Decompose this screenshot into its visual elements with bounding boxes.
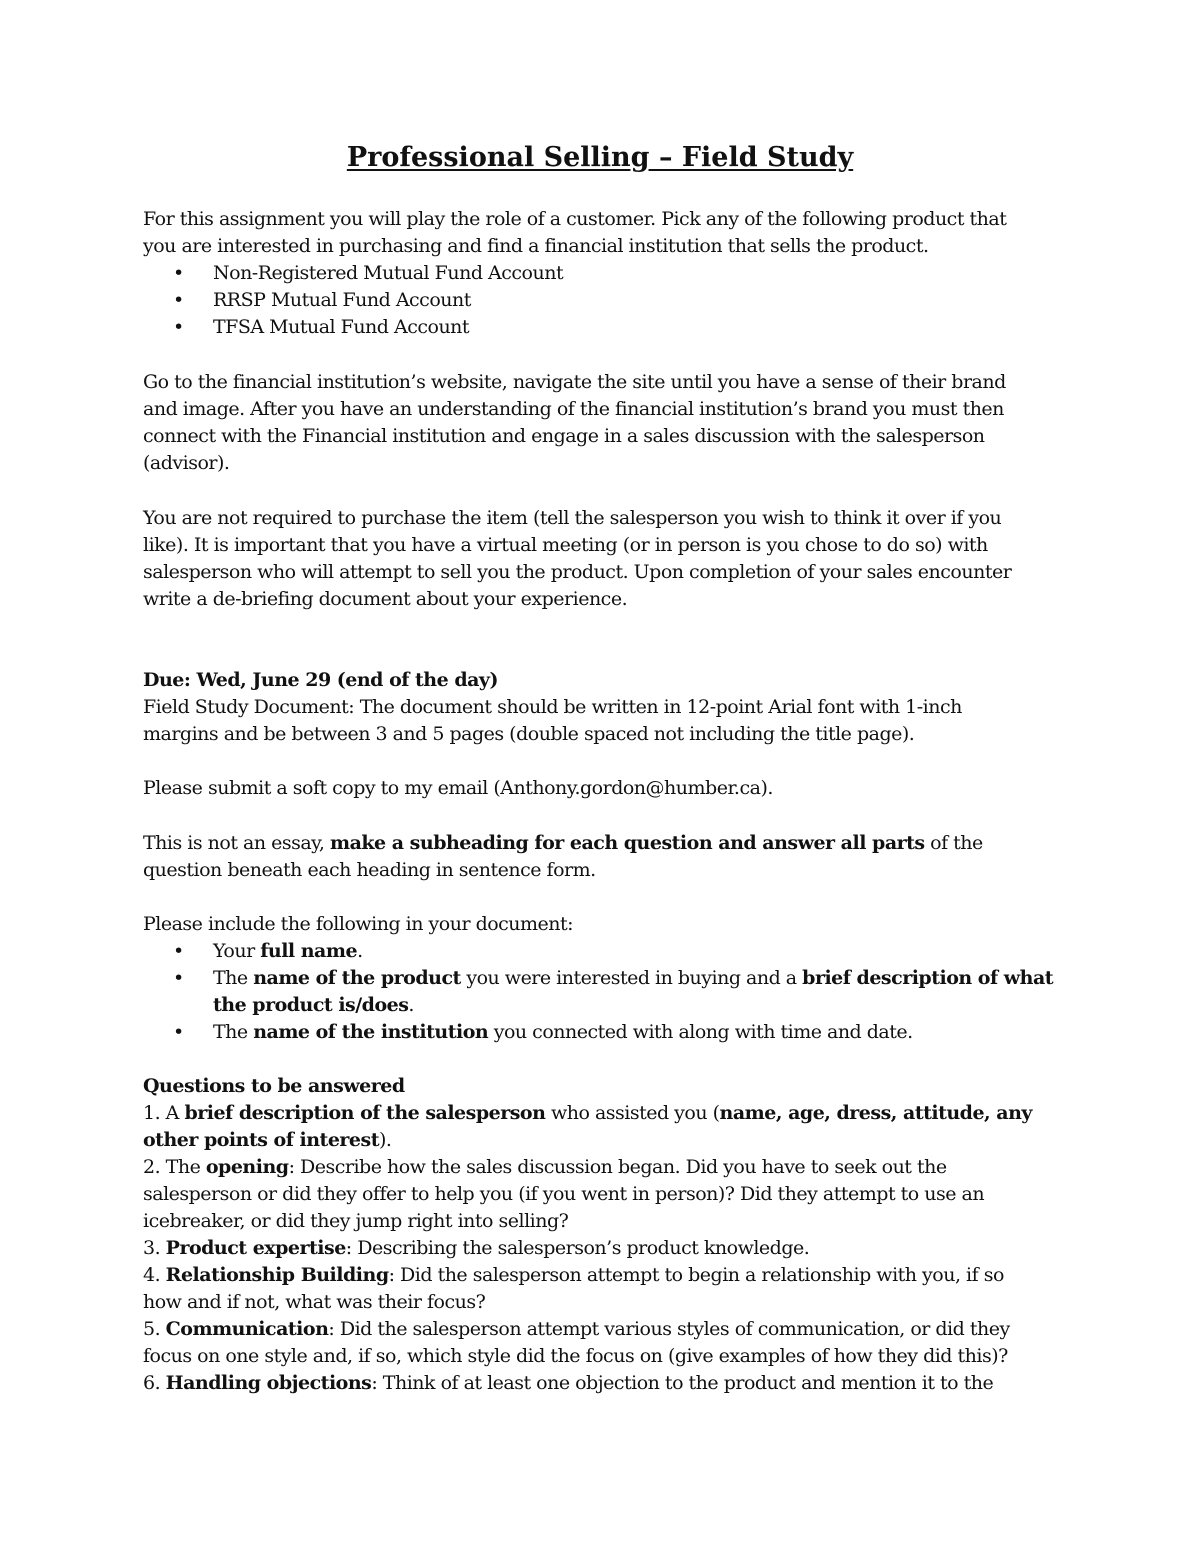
paragraph-line: You are not required to purchase the item (tell the salesperson you wish to think it over if you xyxy=(143,507,1002,529)
intro-line: For this assignment you will play the role of a customer. Pick any of the following product that xyxy=(143,208,1007,230)
question-5: 5. Communication: Did the salesperson attempt various styles of communication, or did they xyxy=(143,1318,1010,1340)
question-6: 6. Handling objections: Think of at least one objection to the product and mention it to the xyxy=(143,1372,994,1394)
question-4-continued: how and if not, what was their focus? xyxy=(143,1291,486,1313)
paragraph-line: and image. After you have an understanding of the financial institution’s brand you must then xyxy=(143,398,1004,420)
include-item: The name of the product you were interested in buying and a brief description of what xyxy=(213,967,1054,989)
paragraph-line: Go to the financial institution’s website, navigate the site until you have a sense of their brand xyxy=(143,371,1006,393)
page-title: Professional Selling – Field Study xyxy=(346,142,854,173)
bullet-icon: • xyxy=(173,1021,185,1043)
paragraph-line: (advisor). xyxy=(143,452,230,474)
paragraph-line: Please include the following in your document: xyxy=(143,913,574,935)
question-3: 3. Product expertise: Describing the salesperson’s product knowledge. xyxy=(143,1237,810,1259)
paragraph-line: question beneath each heading in sentence form. xyxy=(143,859,596,881)
paragraph-line: write a de-briefing document about your experience. xyxy=(143,588,628,610)
paragraph-line: salesperson who will attempt to sell you the product. Upon completion of your sales encounter xyxy=(143,561,1012,583)
product-option: TFSA Mutual Fund Account xyxy=(213,316,470,338)
product-option: Non-Registered Mutual Fund Account xyxy=(213,262,564,284)
paragraph-line: This is not an essay, make a subheading for each question and answer all parts of the xyxy=(143,832,983,854)
question-5-continued: focus on one style and, if so, which style did the focus on (give examples of how they did this)? xyxy=(143,1345,1008,1367)
question-4: 4. Relationship Building: Did the salesperson attempt to begin a relationship with you, if so xyxy=(143,1264,1004,1286)
bullet-icon: • xyxy=(173,940,185,962)
include-item: Your full name. xyxy=(213,940,363,962)
submit-instruction: Please submit a soft copy to my email (Anthony.gordon@humber.ca). xyxy=(143,777,773,799)
intro-line: you are interested in purchasing and find a financial institution that sells the product. xyxy=(143,235,929,257)
include-item-continued: the product is/does. xyxy=(213,994,414,1016)
question-1: 1. A brief description of the salesperson who assisted you (name, age, dress, attitude, any xyxy=(143,1102,1032,1124)
bullet-icon: • xyxy=(173,967,185,989)
question-2-continued: salesperson or did they offer to help you (if you went in person)? Did they attempt to use an xyxy=(143,1183,985,1205)
bullet-icon: • xyxy=(173,316,185,338)
due-date: Due: Wed, June 29 (end of the day) xyxy=(143,669,498,691)
paragraph-line: like). It is important that you have a virtual meeting (or in person is you chose to do so) with xyxy=(143,534,988,556)
bullet-icon: • xyxy=(173,289,185,311)
question-2-continued: icebreaker, or did they jump right into selling? xyxy=(143,1210,569,1232)
question-2: 2. The opening: Describe how the sales discussion began. Did you have to seek out the xyxy=(143,1156,947,1178)
bullet-icon: • xyxy=(173,262,185,284)
paragraph-line: Field Study Document: The document should be written in 12-point Arial font with 1-inch xyxy=(143,696,962,718)
question-1-continued: other points of interest). xyxy=(143,1129,392,1151)
paragraph-line: connect with the Financial institution and engage in a sales discussion with the salesperson xyxy=(143,425,985,447)
paragraph-line: margins and be between 3 and 5 pages (double spaced not including the title page). xyxy=(143,723,915,745)
product-option: RRSP Mutual Fund Account xyxy=(213,289,471,311)
include-item: The name of the institution you connected with along with time and date. xyxy=(213,1021,913,1043)
questions-heading: Questions to be answered xyxy=(143,1075,405,1097)
